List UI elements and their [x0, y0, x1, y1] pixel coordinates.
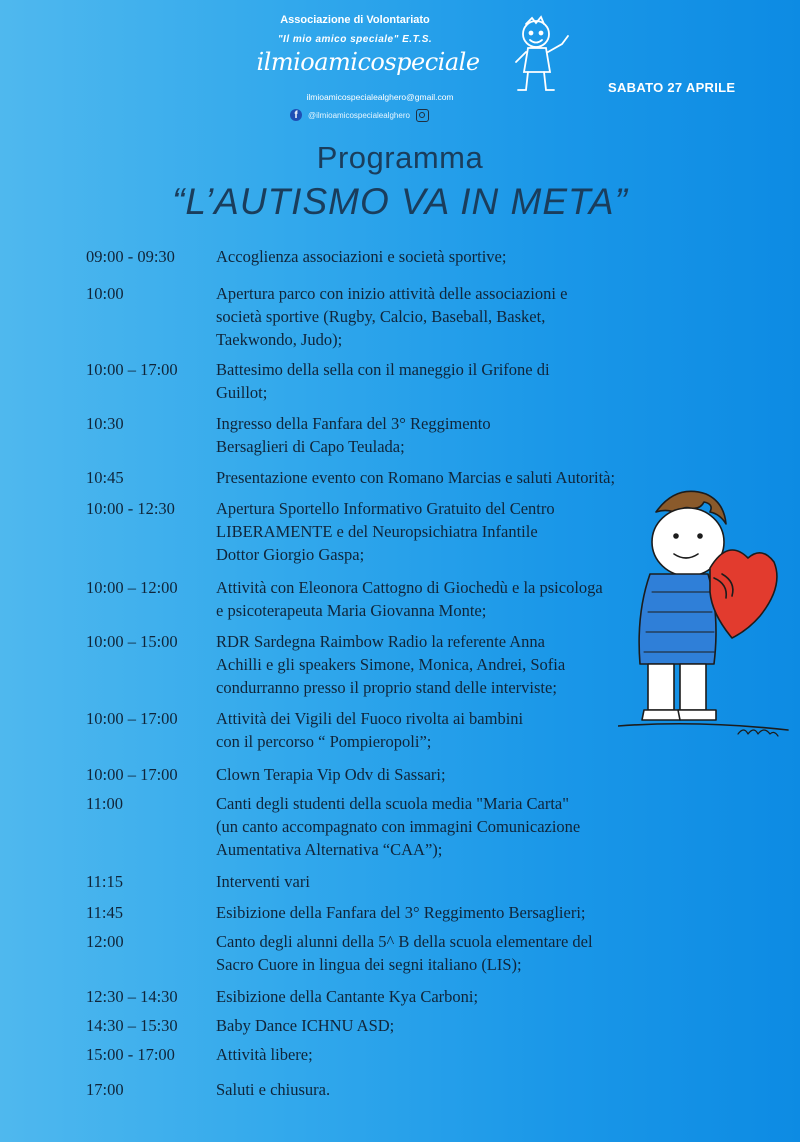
schedule-description: Presentazione evento con Romano Marcias e saluti Autorità;	[216, 468, 616, 487]
schedule-description: Baby Dance ICHNU ASD;	[216, 1016, 395, 1035]
schedule-description: Canti degli studenti della scuola media "Maria Carta" (un canto accompagnato con immagini Comunicazione Aumentativa Alternativa “CAA”);	[216, 794, 581, 859]
schedule-description: Esibizione della Cantante Kya Carboni;	[216, 987, 479, 1006]
schedule-description: Attività dei Vigili del Fuoco rivolta ai bambini con il percorso “ Pompieropoli”;	[216, 709, 524, 751]
schedule-description: Interventi vari	[216, 872, 310, 891]
schedule-description: RDR Sardegna Raimbow Radio la referente Anna Achilli e gli speakers Simone, Monica, Andrei, Sofia condurranno presso il proprio stand delle interviste;	[216, 632, 566, 697]
schedule-description: Accoglienza associazioni e società sportive;	[216, 247, 507, 266]
schedule-time: 12:00	[86, 932, 124, 951]
schedule-description: Ingresso della Fanfara del 3° Reggimento Bersaglieri di Capo Teulada;	[216, 414, 491, 456]
schedule-time: 10:00 – 17:00	[86, 709, 178, 728]
schedule-time: 10:00 – 12:00	[86, 578, 178, 597]
facebook-icon[interactable]: f	[290, 109, 302, 121]
social-handle: @ilmioamicospecialealghero	[308, 110, 410, 120]
event-title: “L’AUTISMO VA IN META”	[172, 181, 628, 222]
schedule-time: 10:00 - 12:30	[86, 499, 175, 518]
schedule-description: Canto degli alunni della 5^ B della scuola elementare del Sacro Cuore in lingua dei segni italiano (LIS);	[216, 932, 593, 974]
schedule-time: 11:15	[86, 872, 123, 891]
schedule-description: Attività con Eleonora Cattogno di Giochedù e la psicologa e psicoterapeuta Maria Giovanna Monte;	[216, 578, 603, 620]
schedule-time: 10:00 – 17:00	[86, 360, 178, 379]
schedule-description: Esibizione della Fanfara del 3° Reggimento Bersaglieri;	[216, 903, 586, 922]
association-subtitle: "Il mio amico speciale" E.T.S.	[277, 34, 433, 45]
association-name: Associazione di Volontariato	[280, 14, 430, 26]
header	[0, 0, 800, 140]
schedule-time: 11:45	[86, 903, 123, 922]
schedule-time: 10:30	[86, 414, 124, 433]
schedule-time: 15:00 - 17:00	[86, 1045, 175, 1064]
page-title: Programma	[316, 140, 484, 175]
schedule-time: 11:00	[86, 794, 123, 813]
event-date: SABATO 27 APRILE	[608, 80, 736, 95]
schedule-description: Apertura Sportello Informativo Gratuito del Centro LIBERAMENTE e del Neuropsichiatra Infantile Dottor Giorgio Gaspa;	[216, 499, 555, 564]
schedule-time: 10:45	[86, 468, 124, 487]
instagram-icon[interactable]	[416, 109, 429, 122]
schedule-description: Clown Terapia Vip Odv di Sassari;	[216, 765, 446, 784]
schedule-time: 17:00	[86, 1080, 124, 1099]
schedule-time: 09:00 - 09:30	[86, 247, 175, 266]
schedule-description: Attività libere;	[216, 1045, 313, 1064]
schedule-description: Battesimo della sella con il maneggio il Grifone di Guillot;	[216, 360, 550, 402]
schedule-time: 14:30 – 15:30	[86, 1016, 178, 1035]
schedule-description: Saluti e chiusura.	[216, 1080, 331, 1099]
boy-with-heart-illustration	[618, 482, 793, 742]
logo-text: ilmioamicospeciale	[256, 48, 480, 76]
schedule-time: 10:00 – 15:00	[86, 632, 178, 651]
mascot-logo-icon	[508, 14, 578, 100]
contact-email: ilmioamicospecialealghero@gmail.com	[306, 92, 454, 102]
schedule-time: 10:00	[86, 284, 124, 303]
social-links	[290, 107, 429, 123]
schedule-time: 10:00 – 17:00	[86, 765, 178, 784]
schedule-description: Apertura parco con inizio attività delle associazioni e società sportive (Rugby, Calcio, Baseball, Basket, Taekwondo, Judo);	[216, 284, 568, 349]
schedule-time: 12:30 – 14:30	[86, 987, 178, 1006]
